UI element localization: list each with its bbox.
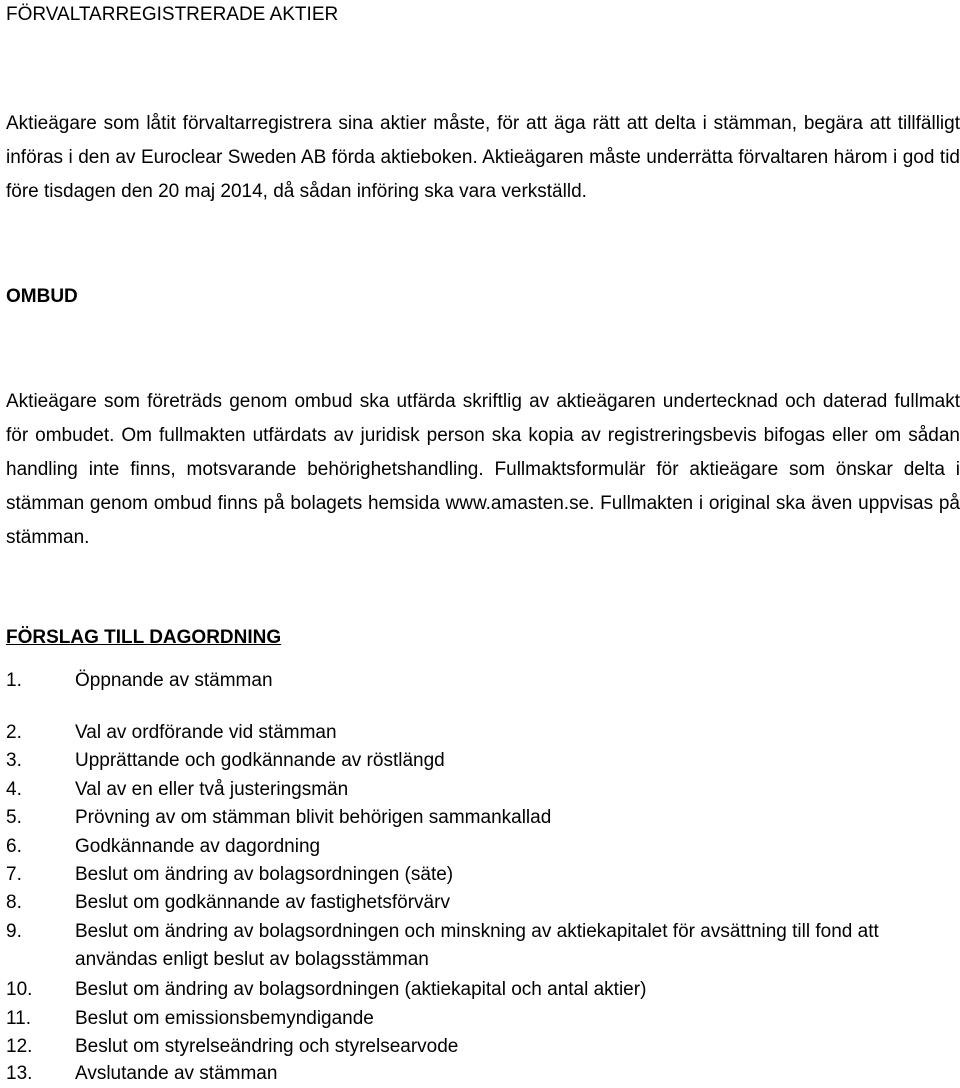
agenda-item-number: 6. — [6, 836, 22, 857]
heading-ombud: OMBUD — [6, 286, 78, 307]
agenda-item-text: Beslut om ändring av bolagsordningen (säte) — [75, 864, 454, 885]
agenda-item-number: 12. — [6, 1036, 33, 1057]
agenda-item-number: 7. — [6, 864, 22, 885]
agenda-item-text: Val av ordförande vid stämman — [75, 722, 337, 743]
agenda-item-number: 9. — [6, 921, 22, 942]
agenda-item-number: 8. — [6, 892, 22, 913]
agenda-item-text: Val av en eller två justeringsmän — [75, 779, 349, 800]
agenda-item-text: Prövning av om stämman blivit behörigen sammankallad — [75, 807, 552, 828]
paragraph-ombud: Aktieägare som företräds genom ombud ska utfärda skriftlig av aktieägaren undertecknad och daterad fullmakt för ombudet. Om fullmakten utfärdats av juridisk person ska kopia av registreringsbevis bifogas eller om sådan handling inte finns, motsvarande behörighetshandling. Fullmaktsformulär för aktieägare som önskar delta i stämman genom ombud finns på bolagets hemsida www.amasten.se. Fullmakten i original ska även uppvisas på stämman. — [6, 391, 960, 548]
heading-forvaltarregistrerade-aktier: FÖRVALTARREGISTRERADE AKTIER — [6, 4, 339, 25]
agenda-item-number: 13. — [6, 1063, 33, 1084]
agenda-item-number: 11. — [6, 1008, 32, 1029]
agenda-item-text: Upprättande och godkännande av röstlängd — [75, 750, 445, 771]
agenda-item-text: Beslut om ändring av bolagsordningen (aktiekapital och antal aktier) — [75, 979, 647, 1000]
agenda-item-number: 3. — [6, 750, 22, 771]
paragraph-forvaltarregistrerade: Aktieägare som låtit förvaltarregistrera sina aktier måste, för att äga rätt att delta i stämman, begära att tillfälligt införas i den av Euroclear Sweden AB förda aktieboken. Aktieägaren måste underrätta förvaltaren härom i god tid före tisdagen den 20 maj 2014, då sådan införing ska vara verkställd. — [6, 113, 960, 202]
agenda-item-number: 10. — [6, 979, 33, 1000]
agenda-item-number: 1. — [6, 670, 22, 691]
agenda-item-text: Beslut om godkännande av fastighetsförvärv — [75, 892, 450, 913]
heading-forslag-till-dagordning: FÖRSLAG TILL DAGORDNING — [6, 627, 282, 648]
agenda-item-text: Öppnande av stämman — [75, 670, 273, 691]
agenda-item-number: 5. — [6, 807, 22, 828]
agenda-item-text: Godkännande av dagordning — [75, 836, 321, 857]
agenda-item-text: Avslutande av stämman — [75, 1063, 278, 1084]
agenda-item-text: Beslut om styrelseändring och styrelsearvode — [75, 1036, 459, 1057]
agenda-item-number: 2. — [6, 722, 22, 743]
agenda-item-text: Beslut om ändring av bolagsordningen och minskning av aktiekapitalet för avsättning till fond att användas enligt beslut av bolagsstämman — [75, 921, 879, 970]
agenda-item-number: 4. — [6, 779, 22, 800]
agenda-item-text: Beslut om emissionsbemyndigande — [75, 1008, 374, 1029]
